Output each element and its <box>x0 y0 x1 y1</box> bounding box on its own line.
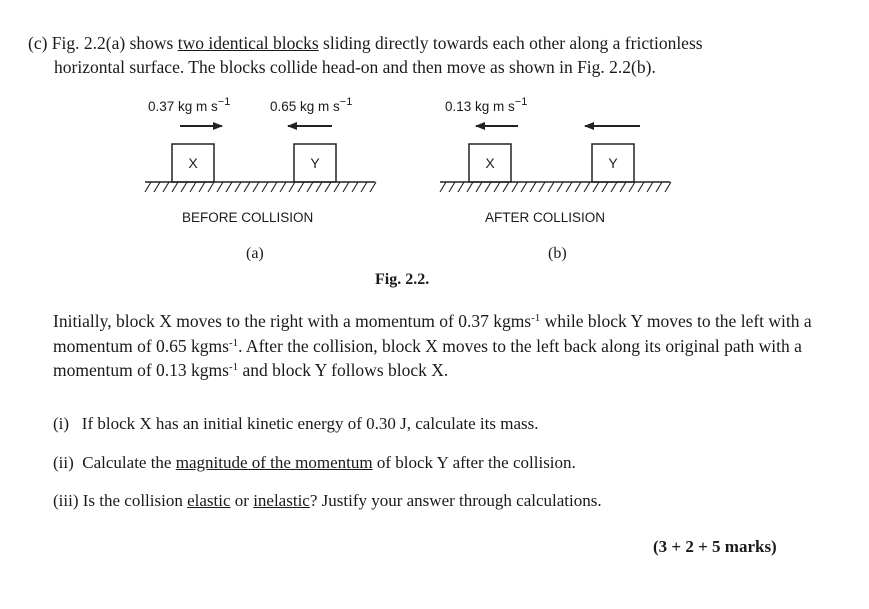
sub-label-a: (a) <box>246 245 264 262</box>
hatch-line <box>334 182 340 192</box>
hatch-line <box>181 182 187 192</box>
hatch-line <box>647 182 653 192</box>
hatch-line <box>316 182 322 192</box>
desc-s1: Initially, block X moves to the right with a momentum of 0.37 kgms <box>53 311 532 331</box>
before-ground-hatching <box>145 182 376 192</box>
q3-underlined-elastic: elastic <box>187 491 231 510</box>
before-momentum-x-exp: −1 <box>217 96 231 108</box>
marks-allocation: (3 + 2 + 5 marks) <box>653 537 777 556</box>
hatch-line <box>494 182 500 192</box>
hatch-line <box>253 182 259 192</box>
hatch-line <box>289 182 295 192</box>
question-i: (i) If block X has an initial kinetic energy of 0.30 J, calculate its mass. <box>53 414 539 433</box>
hatch-line <box>539 182 545 192</box>
hatch-line <box>298 182 304 192</box>
desc-s3: . After the collision, block X moves to the left back along its original path with a momentum of 0.13 kgms <box>53 335 802 380</box>
desc-exp3: -1 <box>228 361 239 373</box>
before-block-x-letter: X <box>188 155 198 171</box>
before-momentum-x: 0.37 kg m s <box>148 99 218 114</box>
question-ii <box>53 453 576 473</box>
hatch-line <box>638 182 644 192</box>
after-block-y-letter: Y <box>608 155 618 171</box>
hatch-line <box>154 182 160 192</box>
hatch-line <box>665 182 671 192</box>
hatch-line <box>145 182 151 192</box>
intro-rest: sliding directly towards each other along a frictionless <box>318 33 703 53</box>
hatch-line <box>280 182 286 192</box>
hatch-line <box>593 182 599 192</box>
desc-s4: and block Y follows block X. <box>238 360 449 380</box>
hatch-line <box>361 182 367 192</box>
q3-underlined-inelastic: inelastic <box>253 491 310 510</box>
q2-underlined: magnitude of the momentum <box>175 453 373 472</box>
hatch-line <box>458 182 464 192</box>
q3-post: ? Justify your answer through calculations. <box>309 491 602 510</box>
after-ground-hatching <box>440 182 671 192</box>
hatch-line <box>629 182 635 192</box>
after-block-x-letter: X <box>485 155 495 171</box>
description-paragraph <box>53 309 843 383</box>
hatch-line <box>512 182 518 192</box>
hatch-line <box>521 182 527 192</box>
hatch-line <box>557 182 563 192</box>
desc-s2: while block Y moves to the left with a momentum of 0.65 kgms <box>53 311 812 356</box>
hatch-line <box>548 182 554 192</box>
hatch-line <box>307 182 313 192</box>
sub-label-b: (b) <box>548 245 567 262</box>
figure-title: Fig. 2.2. <box>375 271 430 288</box>
hatch-line <box>530 182 536 192</box>
hatch-line <box>217 182 223 192</box>
hatch-line <box>244 182 250 192</box>
question-iii <box>53 491 602 511</box>
q2-post: of block Y after the collision. <box>372 453 576 472</box>
hatch-line <box>620 182 626 192</box>
hatch-line <box>467 182 473 192</box>
hatch-line <box>226 182 232 192</box>
intro-underlined: two identical blocks <box>177 33 319 53</box>
hatch-line <box>262 182 268 192</box>
hatch-line <box>602 182 608 192</box>
after-momentum-x: 0.13 kg m s <box>445 99 515 114</box>
q2-pre: (ii) Calculate the <box>53 453 176 472</box>
hatch-line <box>449 182 455 192</box>
hatch-line <box>370 182 376 192</box>
hatch-line <box>575 182 581 192</box>
hatch-line <box>476 182 482 192</box>
hatch-line <box>584 182 590 192</box>
hatch-line <box>343 182 349 192</box>
hatch-line <box>503 182 509 192</box>
before-block-y-letter: Y <box>310 155 320 171</box>
intro-part: (c) Fig. 2.2(a) shows <box>28 33 178 53</box>
before-momentum-y-exp: −1 <box>339 96 353 108</box>
before-caption: BEFORE COLLISION <box>182 210 314 225</box>
desc-exp1: -1 <box>531 312 541 324</box>
q3-mid: or <box>230 491 254 510</box>
hatch-line <box>611 182 617 192</box>
hatch-line <box>656 182 662 192</box>
hatch-line <box>325 182 331 192</box>
hatch-line <box>271 182 277 192</box>
before-momentum-y: 0.65 kg m s <box>270 99 340 114</box>
hatch-line <box>190 182 196 192</box>
hatch-line <box>235 182 241 192</box>
after-momentum-x-exp: −1 <box>514 96 528 108</box>
intro-line2: horizontal surface. The blocks collide head-on and then move as shown in Fig. 2.2(b). <box>54 57 656 77</box>
hatch-line <box>199 182 205 192</box>
hatch-line <box>485 182 491 192</box>
after-caption: AFTER COLLISION <box>485 210 606 225</box>
hatch-line <box>163 182 169 192</box>
q3-pre: (iii) Is the collision <box>53 491 188 510</box>
desc-exp2: -1 <box>228 336 239 349</box>
hatch-line <box>208 182 214 192</box>
hatch-line <box>172 182 178 192</box>
hatch-line <box>352 182 358 192</box>
hatch-line <box>566 182 572 192</box>
hatch-line <box>440 182 446 192</box>
